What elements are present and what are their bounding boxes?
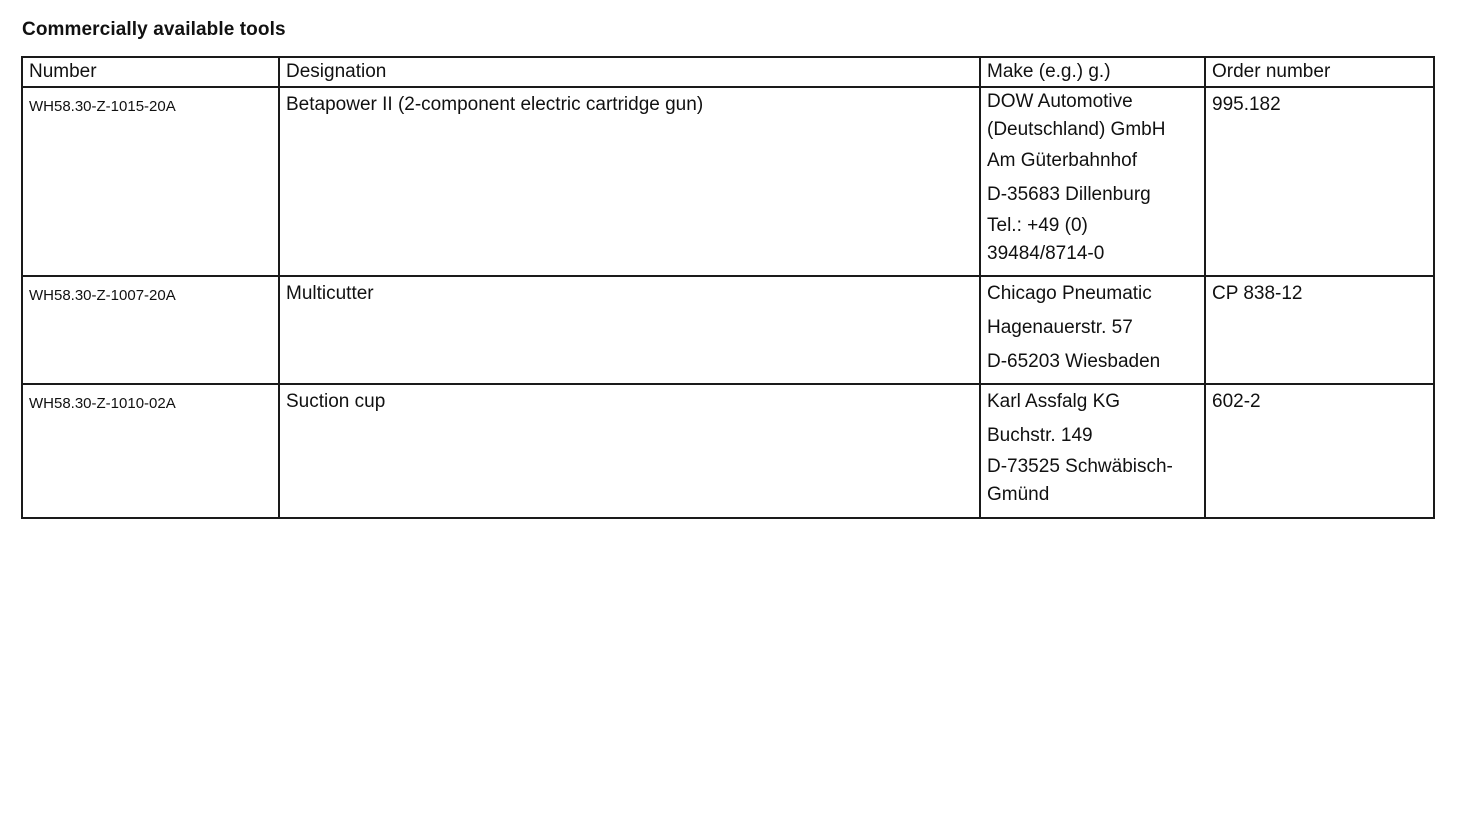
cell-number: WH58.30-Z-1015-20A xyxy=(22,87,279,276)
tools-table xyxy=(21,56,1435,519)
cell-order-number: 602-2 xyxy=(1205,384,1434,518)
make-line: Hagenauerstr. 57 xyxy=(987,317,1133,338)
make-line: Karl Assfalg KG xyxy=(987,391,1121,412)
cell-number: WH58.30-Z-1007-20A xyxy=(22,276,279,384)
make-line: Tel.: +49 (0) xyxy=(987,215,1088,236)
make-line: D-65203 Wiesbaden xyxy=(987,351,1161,372)
page-title: Commercially available tools xyxy=(22,19,286,40)
cell-designation: Betapower II (2-component electric cartridge gun) xyxy=(279,87,980,276)
table-header-row xyxy=(22,57,1434,87)
make-line: D-35683 Dillenburg xyxy=(987,184,1151,205)
cell-make xyxy=(980,384,1205,518)
cell-make xyxy=(980,276,1205,384)
cell-number: WH58.30-Z-1010-02A xyxy=(22,384,279,518)
table-row xyxy=(22,384,1434,518)
make-line: Gmünd xyxy=(987,484,1050,505)
make-line: D-73525 Schwäbisch- xyxy=(987,456,1173,477)
table-row xyxy=(22,276,1434,384)
make-line: Am Güterbahnhof xyxy=(987,150,1137,171)
cell-designation: Suction cup xyxy=(279,384,980,518)
header-order-number: Order number xyxy=(1205,57,1434,87)
cell-order-number: CP 838-12 xyxy=(1205,276,1434,384)
header-make: Make (e.g.) g.) xyxy=(980,57,1205,87)
make-line: DOW Automotive xyxy=(987,91,1133,112)
cell-order-number: 995.182 xyxy=(1205,87,1434,276)
table-row xyxy=(22,87,1434,276)
cell-make xyxy=(980,87,1205,276)
header-designation: Designation xyxy=(279,57,980,87)
header-number: Number xyxy=(22,57,279,87)
make-line: Chicago Pneumatic xyxy=(987,283,1152,304)
cell-designation: Multicutter xyxy=(279,276,980,384)
make-line: 39484/8714-0 xyxy=(987,243,1105,264)
make-line: Buchstr. 149 xyxy=(987,425,1093,446)
make-line: (Deutschland) GmbH xyxy=(987,119,1166,140)
